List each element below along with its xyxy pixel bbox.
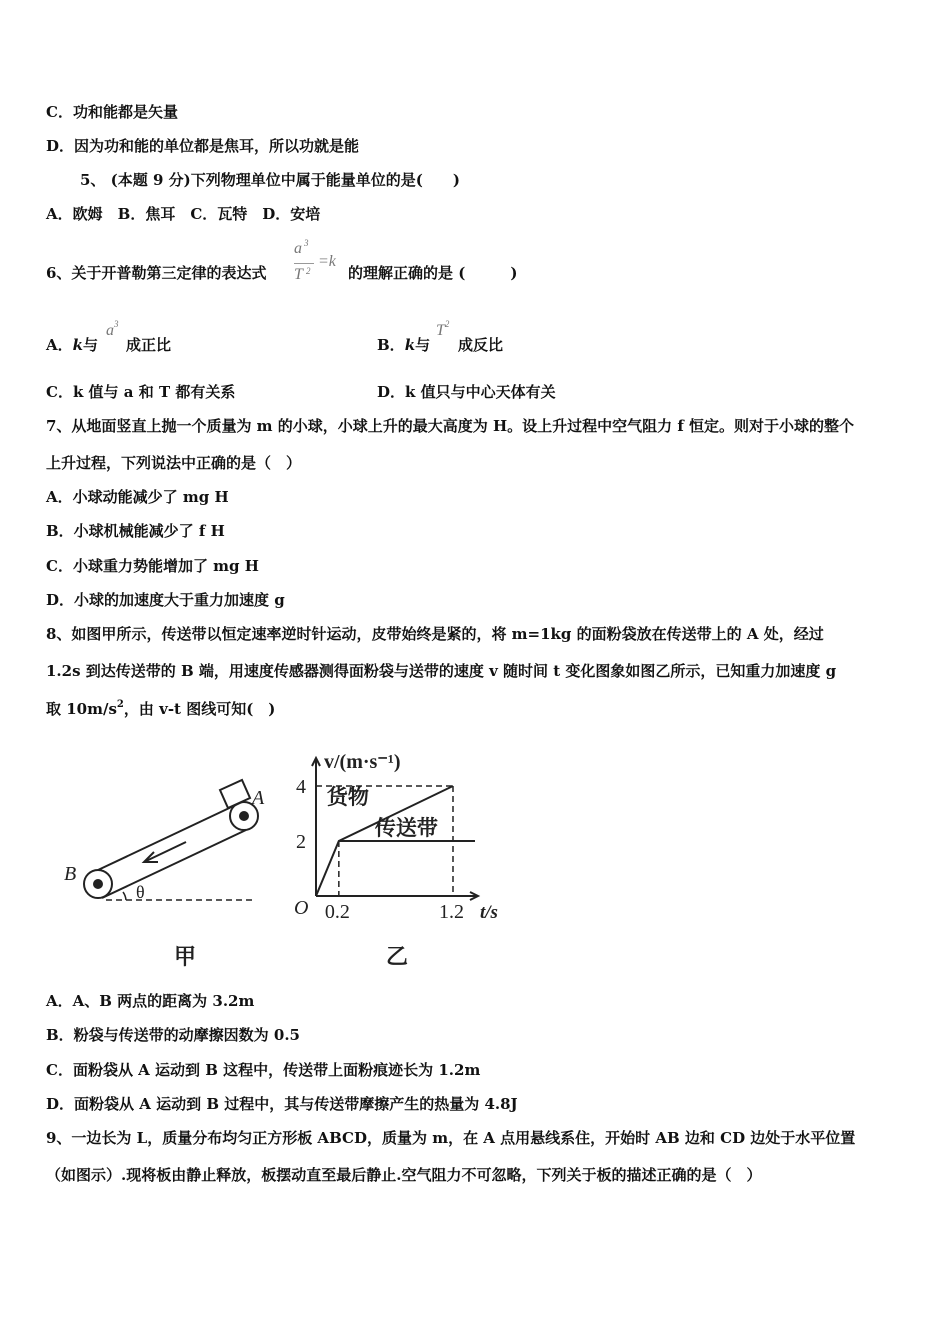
- q6a-letter: A．: [46, 336, 73, 354]
- q6-stem-post: 的理解正确的是 ( ): [348, 264, 518, 282]
- q6b-post: 成反比: [458, 336, 504, 354]
- q6-option-a: [46, 335, 98, 355]
- y-tick-label: 4: [296, 776, 306, 798]
- q8-stem-line2: 1.2s 到达传送带的 B 端，用速度传感器测得面粉袋与送带的速度 v 随时间 t 变化图象如图乙所示，已知重力加速度 g: [46, 662, 837, 680]
- flour-bag: [220, 780, 250, 808]
- t-squared-base: T: [436, 322, 445, 339]
- pulley-a-axle: [240, 812, 248, 820]
- q8-stem-line1: 8、如图甲所示，传送带以恒定速率逆时针运动，皮带始终是紧的，将 m=1kg 的面粉袋放在传送带上的 A 处，经过: [46, 625, 824, 643]
- formula-den-exp: 2: [306, 266, 311, 276]
- q7-stem-line1: 7、从地面竖直上抛一个质量为 m 的小球，小球上升的最大高度为 H。设上升过程中空气阻力 f 恒定。则对于小球的整个: [46, 417, 855, 435]
- q5-stem: 5、 (本题 9 分)下列物理单位中属于能量单位的是( ): [80, 171, 460, 189]
- q8-option-c: C．面粉袋从 A 运动到 B 这程中，传送带上面粉痕迹长为 1.2m: [46, 1061, 481, 1079]
- formula-numerator: a: [294, 240, 302, 257]
- kepler-formula: [294, 240, 344, 290]
- q6-option-d: D．k 值只与中心天体有关: [377, 383, 556, 401]
- q6-option-c: C．k 值与 a 和 T 都有关系: [46, 383, 236, 401]
- q6a-post: 成正比: [126, 336, 172, 354]
- caption-yi: 乙: [386, 945, 409, 970]
- q8c-sup: 2: [116, 699, 124, 710]
- q8-option-b: B．粉袋与传送带的动摩擦因数为 0.5: [46, 1026, 300, 1044]
- q6a-k: k: [72, 336, 84, 354]
- caption-jia: 甲: [174, 945, 197, 970]
- series-belt-label: 传送带: [374, 816, 438, 840]
- origin-label: O: [294, 897, 309, 919]
- q7-option-b: B．小球机械能减少了 f H: [46, 522, 225, 540]
- q7-option-d: D．小球的加速度大于重力加速度 g: [46, 591, 285, 609]
- belt-top-line: [98, 802, 242, 870]
- formula-denominator: T: [294, 266, 303, 283]
- fraction-bar: [294, 263, 314, 264]
- pulley-b-axle: [94, 880, 102, 888]
- label-a: A: [252, 787, 265, 809]
- q8-stem-line3: [46, 699, 275, 719]
- angle-arc: [123, 892, 126, 900]
- series-goods-label: 货物: [326, 784, 369, 809]
- q5-options: A．欧姆 B．焦耳 C．瓦特 D．安培: [46, 205, 321, 223]
- y-tick-label: 2: [296, 831, 306, 853]
- q4-option-d: D．因为功和能的单位都是焦耳，所以功就是能: [46, 137, 360, 155]
- a-cubed-exp: 3: [114, 319, 119, 329]
- belt-bottom-line: [102, 830, 246, 898]
- formula-num-exp: 3: [304, 238, 309, 248]
- formula-rhs: =k: [318, 253, 336, 270]
- q7-option-c: C．小球重力势能增加了 mg H: [46, 557, 259, 575]
- q7-option-a: A．小球动能减少了 mg H: [46, 488, 229, 506]
- q9-stem-line2: （如图示）.现将板由静止释放，板摆动直至最后静止.空气阻力不可忽略，下列关于板的描述正确的是（ ）: [46, 1166, 762, 1184]
- t-squared-exp: 2: [444, 319, 450, 329]
- q8-figures: [46, 736, 526, 972]
- q9-stem-line1: 9、一边长为 L，质量分布均匀正方形板 ABCD，质量为 m，在 A 点用悬线系住，开始时 AB 边和 CD 边处于水平位置: [46, 1129, 856, 1147]
- q8c-post: ，由 v-t 图线可知( ): [123, 700, 276, 718]
- x-tick-label: 1.2: [439, 901, 464, 923]
- q8c-pre: 取 10m/s: [46, 700, 117, 718]
- q8-option-a: A．A、B 两点的距离为 3.2m: [46, 992, 255, 1010]
- q6a-mid: 与: [83, 336, 99, 354]
- q8-option-d: D．面粉袋从 A 运动到 B 过程中，其与传送带摩擦产生的热量为 4.8J: [46, 1095, 518, 1113]
- q6b-mid: 与: [415, 336, 431, 354]
- y-axis-label: v/(m·s⁻¹): [324, 751, 401, 773]
- label-b: B: [64, 863, 77, 885]
- vt-chart: [294, 751, 498, 970]
- q6b-k: k: [404, 336, 416, 354]
- a-cubed-base: a: [106, 322, 114, 339]
- a-cubed: [106, 319, 119, 340]
- q4-option-c: C．功和能都是矢量: [46, 103, 178, 121]
- x-tick-label: 0.2: [324, 901, 350, 923]
- q6-option-b: [377, 335, 430, 355]
- q7-stem-line2: 上升过程，下列说法中正确的是（ ）: [46, 454, 302, 472]
- q6b-letter: B．: [377, 336, 405, 354]
- conveyor-figure: [84, 780, 258, 900]
- x-axis-label: t/s: [480, 902, 498, 923]
- label-theta: θ: [136, 882, 145, 902]
- q6-stem-pre: 6、关于开普勒第三定律的表达式: [46, 264, 267, 282]
- t-squared: [436, 319, 450, 340]
